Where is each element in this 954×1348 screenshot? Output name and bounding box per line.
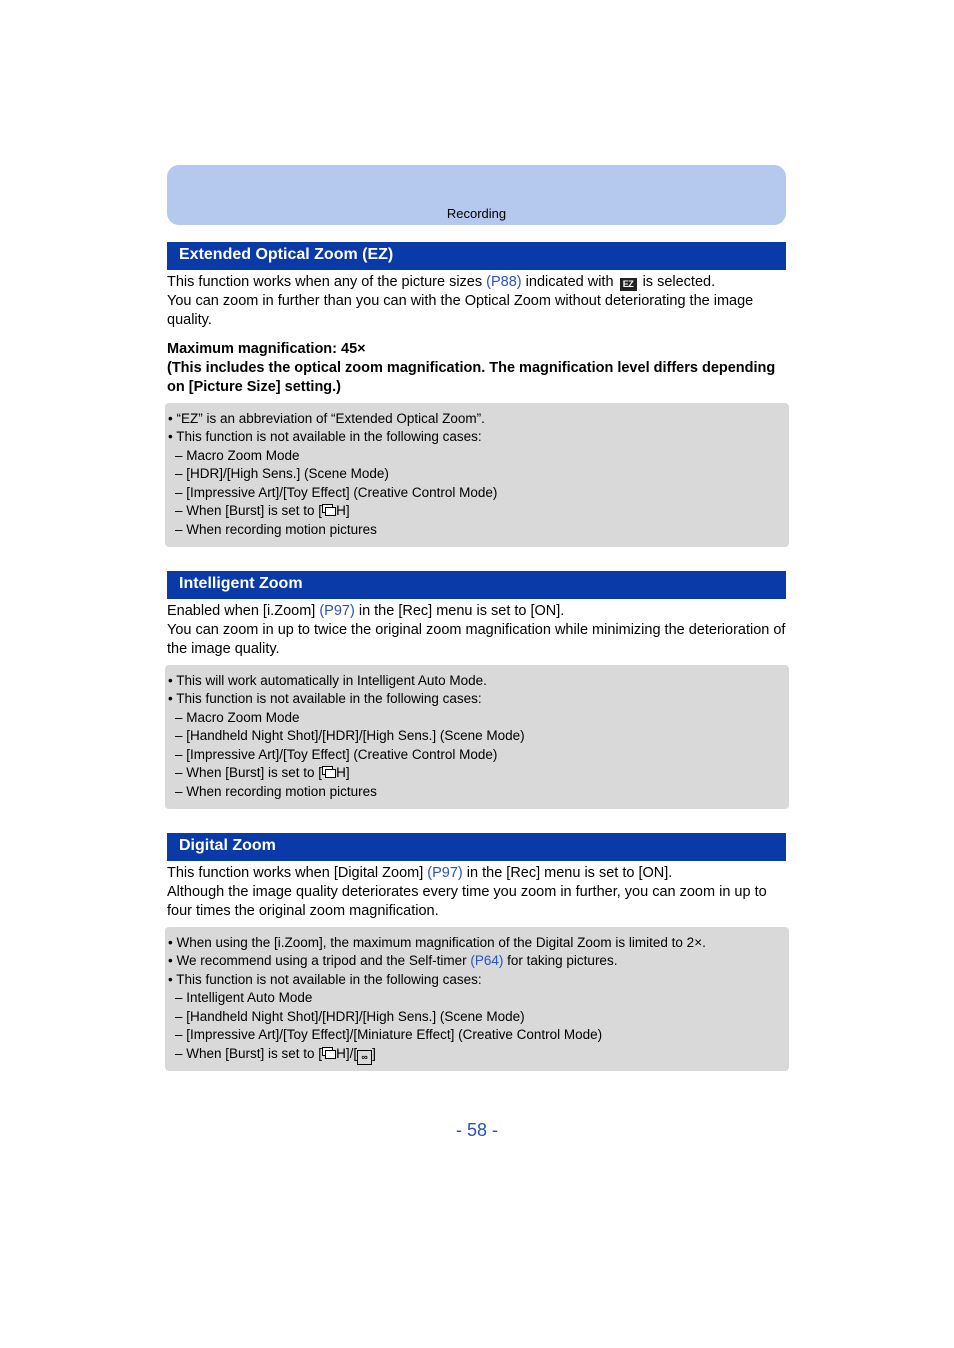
burst-h-label: H <box>336 503 346 518</box>
burst-icon <box>322 766 336 778</box>
burst-h-label: H <box>336 765 346 780</box>
note-box-intelligent <box>165 665 789 809</box>
note-subitem: – When [Burst] is set to [ H]/[ ∞ ] <box>175 1046 376 1065</box>
ez-icon: EZ <box>620 278 637 291</box>
note-item: • This function is not available in the following cases: <box>168 691 482 706</box>
body-paragraph: This function works when any of the picture sizes (P88) indicated with EZ is selected. <box>167 274 716 290</box>
section-title: Digital Zoom <box>179 837 276 854</box>
note-item: • When using the [i.Zoom], the maximum magnification of the Digital Zoom is limited to 2×. <box>168 935 706 950</box>
note-subitem: – [HDR]/[High Sens.] (Scene Mode) <box>175 466 389 481</box>
burst-h-label: H <box>336 1046 346 1061</box>
section-body-digital <box>167 864 787 921</box>
note-subitem: – Macro Zoom Mode <box>175 448 300 463</box>
note-subitem: – Intelligent Auto Mode <box>175 990 313 1005</box>
note-subitem: – When [Burst] is set to [ H] <box>175 765 350 780</box>
section-body-intelligent <box>167 602 787 659</box>
note-subitem: – [Impressive Art]/[Toy Effect] (Creative Control Mode) <box>175 747 498 762</box>
page-link-p97[interactable]: (P97) <box>319 603 355 619</box>
note-subitem: – When [Burst] is set to [ H] <box>175 503 350 518</box>
note-box-digital <box>165 927 789 1071</box>
note-item: • This function is not available in the following cases: <box>168 972 482 987</box>
note-subitem: – [Impressive Art]/[Toy Effect] (Creative Control Mode) <box>175 485 498 500</box>
chapter-header-band <box>167 165 786 225</box>
note-subitem: – When recording motion pictures <box>175 522 377 537</box>
section-title: Intelligent Zoom <box>179 575 303 592</box>
section-title: Extended Optical Zoom (EZ) <box>179 246 394 263</box>
note-item: • “EZ” is an abbreviation of “Extended Optical Zoom”. <box>168 411 485 426</box>
body-paragraph: This function works when [Digital Zoom] (P97) in the [Rec] menu is set to [ON]. <box>167 865 673 881</box>
magnification-note: Maximum magnification: 45× (This includes the optical zoom magnification. The magnification level differs depending on [Picture Size] setting.) <box>167 341 776 395</box>
page-link-p97[interactable]: (P97) <box>427 865 463 881</box>
body-paragraph: You can zoom in up to twice the original zoom magnification while minimizing the deterioration of the image quality. <box>167 622 786 657</box>
note-item: • We recommend using a tripod and the Self-timer (P64) for taking pictures. <box>168 953 618 968</box>
page-link-p88[interactable]: (P88) <box>486 274 522 290</box>
body-paragraph: You can zoom in further than you can with the Optical Zoom without deteriorating the image quality. <box>167 293 754 328</box>
note-subitem: – Macro Zoom Mode <box>175 710 300 725</box>
note-box-ez <box>165 403 789 547</box>
section-body-ez <box>167 273 787 330</box>
burst-icon <box>322 504 336 516</box>
page-number: - 58 - <box>455 1120 498 1140</box>
page-link-p64[interactable]: (P64) <box>470 953 504 968</box>
note-subitem: – [Handheld Night Shot]/[HDR]/[High Sens.] (Scene Mode) <box>175 728 525 743</box>
note-item: • This function is not available in the following cases: <box>168 429 482 444</box>
note-subitem: – [Impressive Art]/[Toy Effect]/[Miniature Effect] (Creative Control Mode) <box>175 1027 603 1042</box>
note-subitem: – When recording motion pictures <box>175 784 377 799</box>
note-subitem: – [Handheld Night Shot]/[HDR]/[High Sens.] (Scene Mode) <box>175 1009 525 1024</box>
burst-infinity-icon: ∞ <box>357 1050 372 1065</box>
section-title-bar-intelligent <box>167 571 786 599</box>
section-title-bar-ez <box>167 242 786 270</box>
section-title-bar-digital <box>167 833 786 861</box>
chapter-label: Recording <box>446 206 507 221</box>
body-paragraph: Enabled when [i.Zoom] (P97) in the [Rec] menu is set to [ON]. <box>167 603 565 619</box>
body-paragraph: Although the image quality deteriorates every time you zoom in further, you can zoom in up to four times the original zoom magnification. <box>167 884 767 919</box>
note-item: • This will work automatically in Intelligent Auto Mode. <box>168 673 487 688</box>
burst-icon <box>322 1047 336 1059</box>
